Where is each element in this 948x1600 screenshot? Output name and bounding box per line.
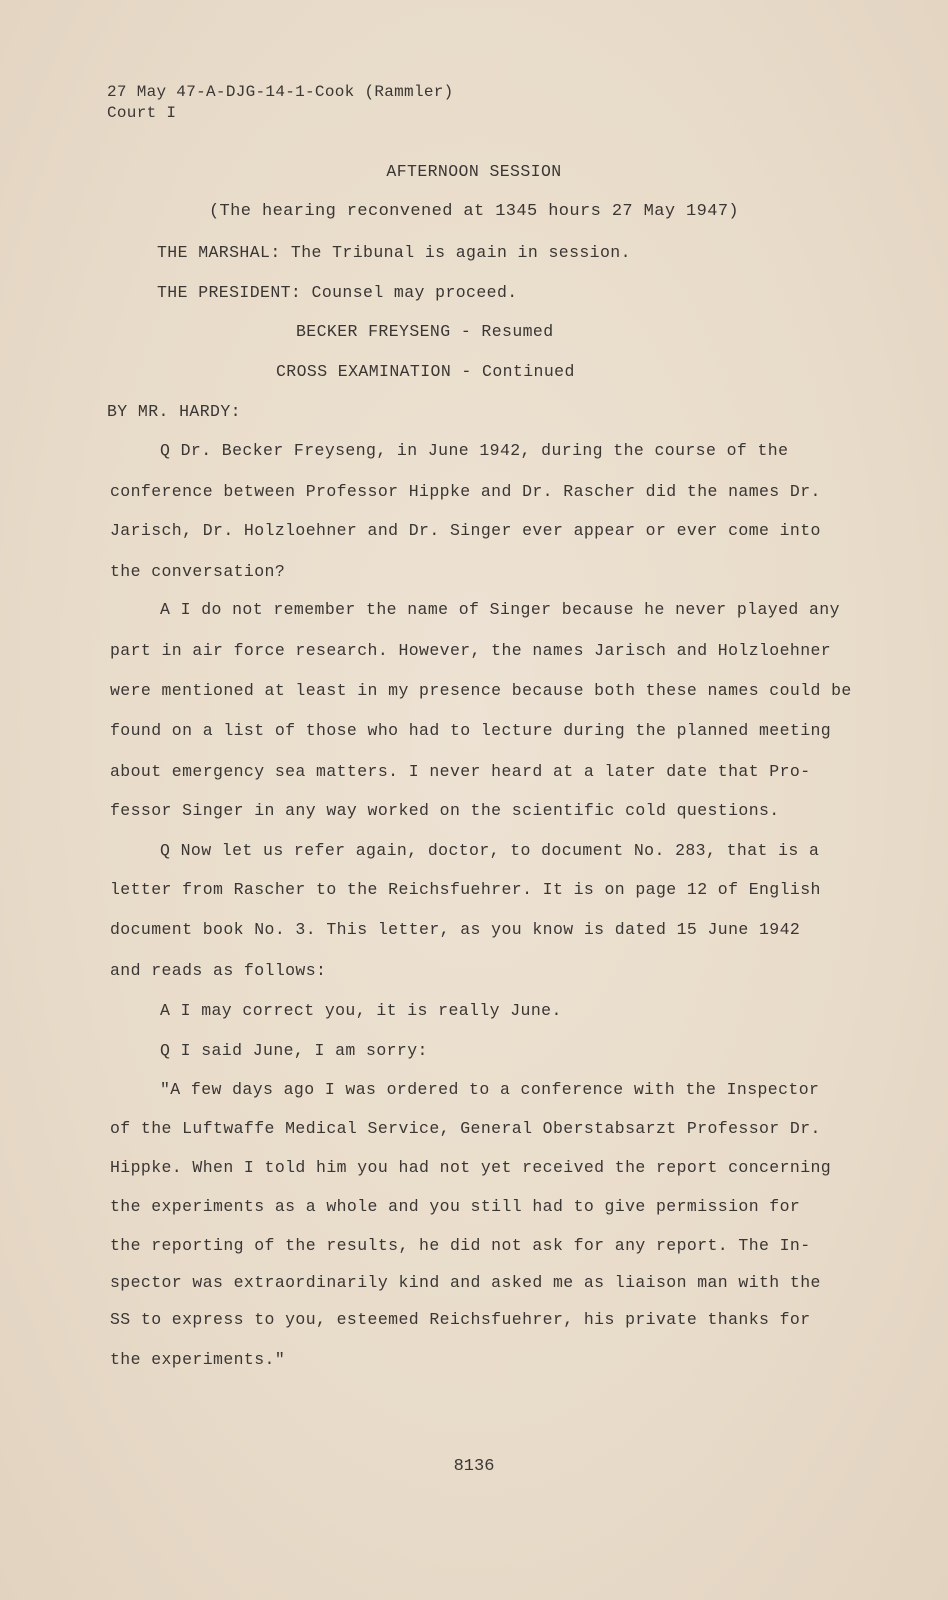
quote-line: SS to express to you, esteemed Reichsfuehrer, his private thanks for (110, 1310, 811, 1329)
q1-line: Q Dr. Becker Freyseng, in June 1942, during the course of the (160, 441, 789, 460)
q1-line: Jarisch, Dr. Holzloehner and Dr. Singer ever appear or ever come into (110, 521, 821, 540)
header-reference: 27 May 47-A-DJG-14-1-Cook (Rammler) (107, 83, 454, 101)
quote-line: spector was extraordinarily kind and asked me as liaison man with the (110, 1273, 821, 1292)
quote-line: "A few days ago I was ordered to a conference with the Inspector (160, 1080, 820, 1099)
a1-line: fessor Singer in any way worked on the scientific cold questions. (110, 801, 780, 820)
page-number: 8136 (453, 1457, 495, 1476)
q2-line: and reads as follows: (110, 961, 327, 980)
q1-line: conference between Professor Hippke and Dr. Rascher did the names Dr. (110, 482, 821, 501)
reconvened-note: (The hearing reconvened at 1345 hours 27 May 1947) (208, 202, 740, 221)
session-title: AFTERNOON SESSION (386, 162, 562, 181)
examiner-label: BY MR. HARDY: (107, 402, 241, 421)
q2-line: Q Now let us refer again, doctor, to document No. 283, that is a (160, 841, 820, 860)
a1-line: about emergency sea matters. I never heard at a later date that Pro- (110, 762, 811, 781)
quote-line: the experiments." (110, 1350, 286, 1369)
quote-line: Hippke. When I told him you had not yet received the report concerning (110, 1158, 832, 1177)
header-court: Court I (107, 104, 177, 122)
a1-line: part in air force research. However, the names Jarisch and Holzloehner (110, 641, 832, 660)
document-header (107, 82, 454, 124)
a1-line: A I do not remember the name of Singer because he never played any (160, 600, 840, 619)
quote-line: the experiments as a whole and you still had to give permission for (110, 1197, 801, 1216)
witness-heading: BECKER FREYSENG - Resumed (296, 322, 554, 341)
q3-line: Q I said June, I am sorry: (160, 1041, 428, 1060)
a1-line: found on a list of those who had to lecture during the planned meeting (110, 721, 832, 740)
examination-heading: CROSS EXAMINATION - Continued (276, 362, 575, 381)
q1-line: the conversation? (110, 562, 286, 581)
quote-line: of the Luftwaffe Medical Service, General Oberstabsarzt Professor Dr. (110, 1119, 821, 1138)
q2-line: letter from Rascher to the Reichsfuehrer. It is on page 12 of English (110, 880, 821, 899)
q2-line: document book No. 3. This letter, as you know is dated 15 June 1942 (110, 920, 801, 939)
president-statement: THE PRESIDENT: Counsel may proceed. (157, 283, 518, 302)
quote-line: the reporting of the results, he did not ask for any report. The In- (110, 1236, 811, 1255)
a2-line: A I may correct you, it is really June. (160, 1001, 562, 1020)
marshal-statement: THE MARSHAL: The Tribunal is again in session. (157, 243, 631, 262)
a1-line: were mentioned at least in my presence because both these names could be (110, 681, 852, 700)
